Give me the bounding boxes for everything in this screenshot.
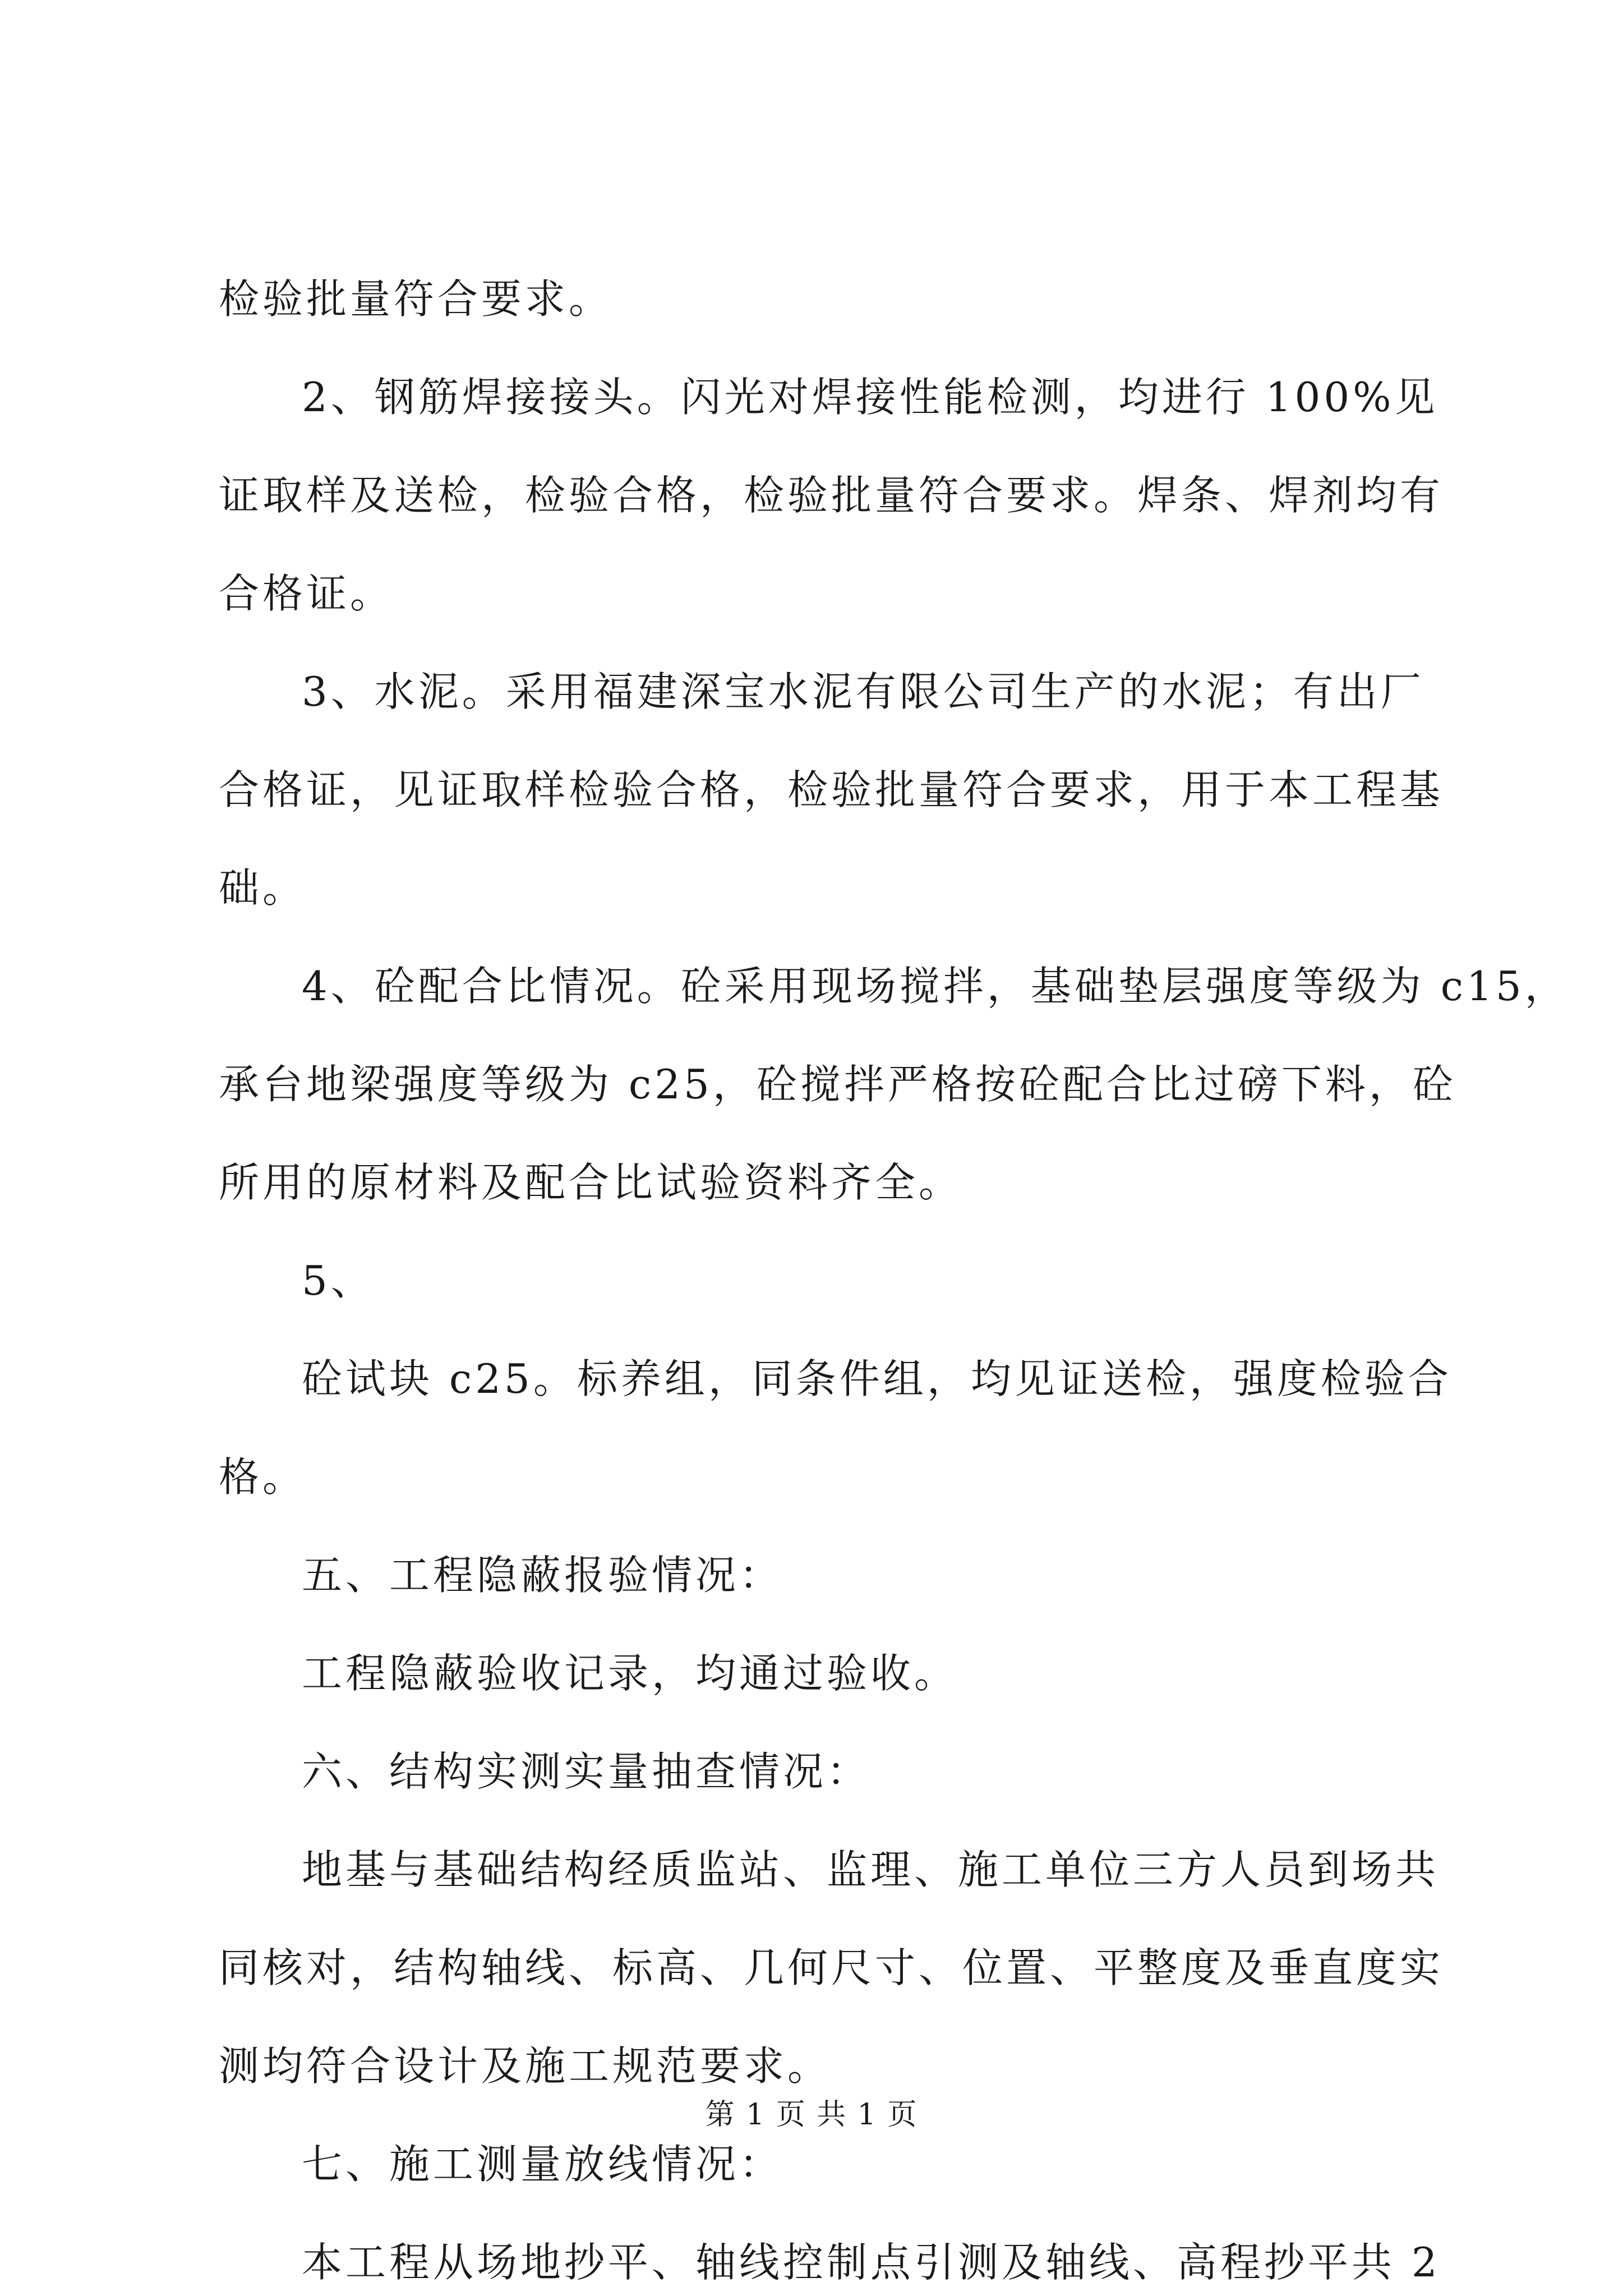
- text-line: 3、水泥。采用福建深宝水泥有限公司生产的水泥；有出厂: [302, 668, 1424, 715]
- text-line: 合格证。: [219, 570, 394, 617]
- text-line: 砼试块 c25。标养组，同条件组，均见证送检，强度检验合: [302, 1355, 1452, 1402]
- text-line: 础。: [219, 864, 307, 912]
- text-line: 同核对，结构轴线、标高、几何尺寸、位置、平整度及垂直度实: [219, 1944, 1444, 1991]
- text-line: 地基与基础结构经质监站、监理、施工单位三方人员到场共: [302, 1846, 1440, 1893]
- text-line: 检验批量符合要求。: [219, 275, 613, 323]
- text-line: 本工程从场地抄平、轴线控制点引测及轴线、高程抄平共 2: [302, 2239, 1441, 2286]
- section-heading: 七、施工测量放线情况：: [302, 2141, 783, 2188]
- text-line: 所用的原材料及配合比试验资料齐全。: [219, 1159, 963, 1206]
- text-line: 合格证，见证取样检验合格，检验批量符合要求，用于本工程基: [219, 766, 1444, 813]
- page-number-footer: 第 1 页 共 1 页: [705, 2098, 918, 2132]
- text-line: 工程隐蔽验收记录，均通过验收。: [302, 1650, 958, 1697]
- section-heading: 六、结构实测实量抽查情况：: [302, 1748, 871, 1795]
- text-line: 5、: [302, 1257, 375, 1304]
- text-line: 证取样及送检，检验合格，检验批量符合要求。焊条、焊剂均有: [219, 472, 1444, 519]
- text-line: 4、砼配合比情况。砼采用现场搅拌，基础垫层强度等级为 c15，: [302, 963, 1569, 1010]
- section-heading: 五、工程隐蔽报验情况：: [302, 1552, 783, 1599]
- text-line: 承台地梁强度等级为 c25，砼搅拌严格按砼配合比过磅下料，砼: [219, 1061, 1456, 1108]
- text-line: 格。: [219, 1453, 307, 1501]
- text-line: 测均符合设计及施工规范要求。: [219, 2042, 832, 2090]
- text-line: 2、钢筋焊接接头。闪光对焊接性能检测，均进行 100%见: [302, 374, 1438, 421]
